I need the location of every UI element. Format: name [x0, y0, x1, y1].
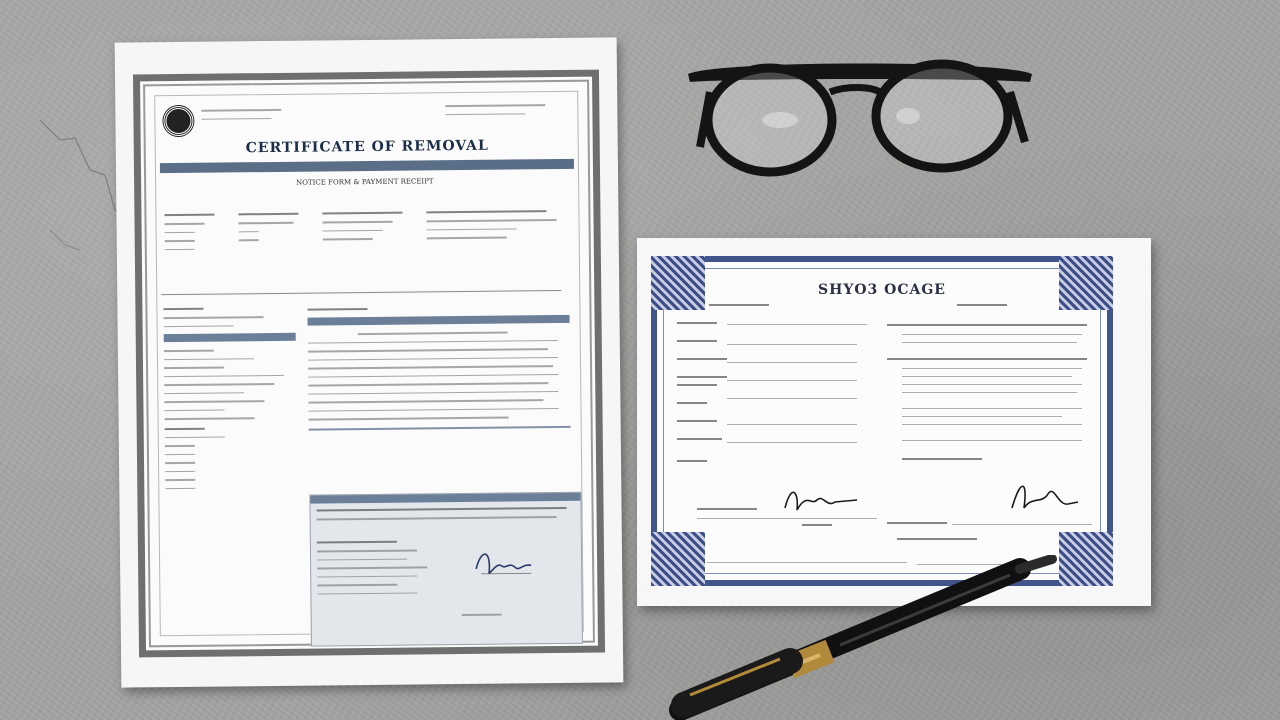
- corner-ornament: [1059, 532, 1113, 586]
- info-table: [164, 210, 569, 257]
- right-column-text: [307, 306, 570, 437]
- left-certificate-title: CERTIFICATE OF REMOVAL: [245, 137, 489, 157]
- seal-icon: [163, 106, 193, 136]
- pen-icon: [660, 555, 1060, 720]
- left-certificate-frame: [133, 70, 605, 658]
- left-certificate: [115, 37, 624, 687]
- left-column-text: [163, 307, 297, 496]
- signature-icon: [777, 480, 867, 520]
- right-certificate: [637, 238, 1151, 606]
- eyeglasses-icon: [680, 52, 1040, 182]
- left-certificate-inner-border: [154, 91, 584, 636]
- right-certificate-title: SHYO3 OCAGE: [818, 282, 946, 298]
- payment-box: [309, 492, 583, 647]
- header-right-lines: [445, 104, 545, 122]
- left-certificate-title-bar: [160, 159, 574, 173]
- right-certificate-frame: [651, 256, 1113, 586]
- left-certificate-subtitle: NOTICE FORM & PAYMENT RECEIPT: [296, 177, 434, 187]
- signature-icon: [1002, 474, 1082, 520]
- signature-icon: [471, 543, 541, 584]
- header-left-lines: [201, 109, 281, 127]
